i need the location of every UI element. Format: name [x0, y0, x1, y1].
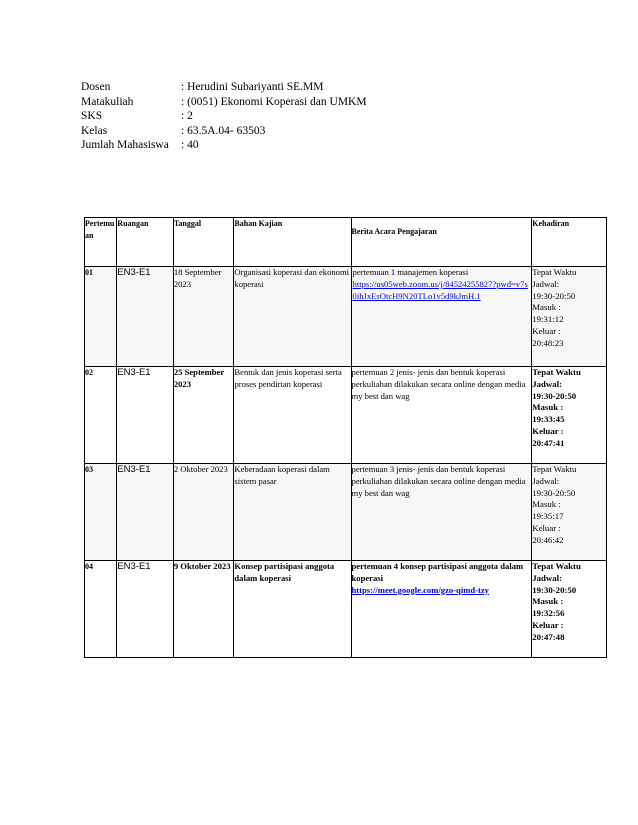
google-meet-link[interactable]: https://meet.google.com/gzo-qimd-tzy — [351, 584, 489, 595]
keluar-value: 20:46:42 — [532, 534, 564, 545]
header-bahan-kajian: Bahan Kajian — [234, 218, 351, 267]
row-bahan: Organisasi koperasi dan ekonomi koperasi — [234, 267, 351, 367]
dosen-value: : Herudini Subariyanti SE.MM — [181, 81, 324, 93]
matakuliah-label: Matakuliah — [81, 95, 134, 108]
info-row-jumlah — [81, 138, 367, 153]
keluar-label: Keluar : — [532, 425, 564, 436]
jadwal-label: Jadwal: — [532, 378, 563, 389]
masuk-label: Masuk : — [532, 499, 561, 510]
header-tanggal: Tanggal — [173, 218, 234, 267]
jadwal-value: 19:30-20:50 — [532, 487, 576, 498]
keluar-value: 20:47:41 — [532, 437, 565, 448]
row-room: EN3-E1 — [117, 561, 174, 658]
masuk-value: 19:32:56 — [532, 608, 565, 619]
zoom-meeting-link[interactable]: https://us05web.zoom.us/j/84524255827?pwd=v7s0ihJxEsOtcH9N20TLo1v5d9kJmH.1 — [352, 278, 528, 301]
matakuliah-value: : (0051) Ekonomi Koperasi dan UMKM — [181, 95, 367, 108]
row-berita — [351, 561, 532, 658]
jadwal-label: Jadwal: — [532, 278, 560, 289]
masuk-value: 19:33:45 — [532, 414, 565, 425]
header-pertemuan: Pertemuan — [85, 218, 117, 267]
row-berita — [351, 267, 532, 367]
berita-text: pertemuan 1 manajemen koperasi — [352, 267, 469, 277]
jadwal-label: Jadwal: — [532, 475, 560, 486]
jadwal-label: Jadwal: — [532, 572, 563, 583]
status-text: Tepat Waktu — [532, 367, 581, 377]
info-row-matakuliah — [81, 95, 367, 110]
row-number: 04 — [85, 561, 117, 658]
keluar-value: 20:48:23 — [532, 337, 564, 348]
row-berita — [351, 464, 532, 561]
header-kehadiran: Kehadiran — [532, 218, 607, 267]
masuk-value: 19:31:12 — [532, 314, 564, 325]
row-date: 18 September 2023 — [173, 267, 234, 367]
row-date: 9 Oktober 2023 — [173, 561, 234, 658]
row-date: 2 Oktober 2023 — [173, 464, 234, 561]
table-row — [85, 267, 607, 367]
masuk-label: Masuk : — [532, 596, 564, 607]
status-text: Tepat Waktu — [532, 464, 577, 474]
table-row — [85, 367, 607, 464]
masuk-label: Masuk : — [532, 402, 564, 413]
jumlah-value: : 40 — [181, 139, 199, 151]
row-date: 25 September 2023 — [173, 367, 234, 464]
kelas-value: : 63.5A.04- 63503 — [181, 124, 266, 137]
sks-label: SKS — [81, 110, 103, 122]
berita-text: pertemuan 2 jenis- jenis dan bentuk koperasi perkuliahan dilakukan secara online dengan media my best dan wag — [351, 367, 526, 401]
jumlah-label: Jumlah Mahasiswa — [81, 139, 169, 151]
keluar-label: Keluar : — [532, 522, 561, 533]
row-number: 02 — [85, 367, 117, 464]
row-room: EN3-E1 — [117, 464, 174, 561]
status-text: Tepat Waktu — [532, 267, 577, 277]
kelas-label: Kelas — [81, 124, 108, 137]
course-info — [81, 80, 367, 153]
berita-text: pertemuan 3 jenis- jenis dan bentuk koperasi perkuliahan dilakukan secara online dengan media my best dan wag — [351, 464, 526, 498]
row-room: EN3-E1 — [117, 267, 174, 367]
info-row-sks — [81, 109, 367, 124]
header-berita-acara: Berita Acara Pengajaran — [351, 218, 532, 267]
info-row-dosen — [81, 80, 367, 95]
row-berita — [351, 367, 532, 464]
dosen-label: Dosen — [81, 81, 111, 93]
row-bahan: Keberadaan koperasi dalam sistem pasar — [234, 464, 351, 561]
masuk-value: 19:35:17 — [532, 511, 564, 522]
attendance-table — [84, 217, 607, 658]
row-number: 03 — [85, 464, 117, 561]
keluar-label: Keluar : — [532, 619, 564, 630]
keluar-label: Keluar : — [532, 325, 561, 336]
status-text: Tepat Waktu — [532, 561, 581, 571]
row-room: EN3-E1 — [117, 367, 174, 464]
jadwal-value: 19:30-20:50 — [532, 390, 577, 401]
jadwal-value: 19:30-20:50 — [532, 584, 577, 595]
row-kehadiran — [532, 367, 607, 464]
sks-value: : 2 — [181, 110, 193, 122]
berita-text: pertemuan 4 konsep partisipasi anggota dalam koperasi — [351, 561, 524, 583]
row-kehadiran — [532, 267, 607, 367]
table-row — [85, 464, 607, 561]
info-row-kelas — [81, 124, 367, 139]
row-bahan: Konsep partisipasi anggota dalam koperasi — [234, 561, 351, 658]
masuk-label: Masuk : — [532, 302, 561, 313]
jadwal-value: 19:30-20:50 — [532, 290, 576, 301]
keluar-value: 20:47:48 — [532, 631, 565, 642]
row-bahan: Bentuk dan jenis koperasi serta proses pendirian koperasi — [234, 367, 351, 464]
table-header-row — [85, 218, 607, 267]
row-kehadiran — [532, 561, 607, 658]
row-number: 01 — [85, 267, 117, 367]
header-ruangan: Ruangan — [117, 218, 174, 267]
table-row — [85, 561, 607, 658]
row-kehadiran — [532, 464, 607, 561]
